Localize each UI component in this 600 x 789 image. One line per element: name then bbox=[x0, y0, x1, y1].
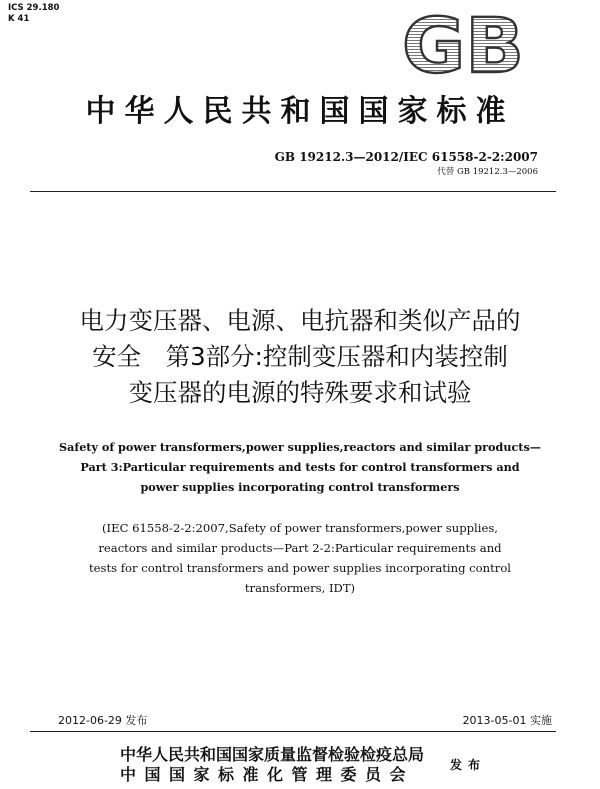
issuer-sac: 中国国家标准化管理委员会 bbox=[120, 765, 415, 784]
header-divider bbox=[30, 191, 556, 192]
english-title-line: Part 3:Particular requirements and tests for control transformers and bbox=[80, 460, 520, 474]
footer-divider bbox=[30, 731, 556, 732]
implementation-date: 2013-05-01 实施 bbox=[462, 714, 552, 727]
ics-code: ICS 29.180 bbox=[8, 3, 60, 13]
chinese-title-line: 安全 第3部分:控制变压器和内装控制 bbox=[92, 342, 508, 371]
gb-logo-text: GB bbox=[402, 12, 524, 77]
english-title bbox=[0, 437, 600, 497]
iec-reference bbox=[0, 518, 600, 598]
iec-reference-line: reactors and similar products—Part 2-2:Particular requirements and bbox=[98, 541, 502, 555]
chinese-title-line: 变压器的电源的特殊要求和试验 bbox=[128, 378, 472, 407]
english-title-line: Safety of power transformers,power supplies,reactors and similar products— bbox=[59, 440, 541, 454]
classification-codes bbox=[8, 3, 59, 25]
chinese-title bbox=[0, 303, 600, 411]
gb-logo-icon bbox=[400, 12, 526, 77]
issuer-aqsiq: 中华人民共和国国家质量监督检验检疫总局 bbox=[120, 745, 425, 764]
page-title: 中华人民共和国国家标准 bbox=[85, 94, 515, 129]
english-title-line: power supplies incorporating control transformers bbox=[140, 480, 460, 494]
iec-reference-line: tests for control transformers and power supplies incorporating control bbox=[88, 561, 512, 575]
standard-number: GB 19212.3—2012/IEC 61558-2-2:2007 bbox=[274, 150, 538, 164]
publish-label: 发布 bbox=[450, 758, 487, 772]
issuing-authorities bbox=[120, 745, 424, 785]
iec-reference-line: transformers, IDT) bbox=[244, 581, 356, 595]
ccs-code: K 41 bbox=[8, 14, 30, 24]
replaces-note: 代替 GB 19212.3—2006 bbox=[437, 167, 538, 177]
issue-date: 2012-06-29 发布 bbox=[58, 714, 148, 727]
iec-reference-line: (IEC 61558-2-2:2007,Safety of power transformers,power supplies, bbox=[102, 521, 498, 535]
chinese-title-line: 电力变压器、电源、电抗器和类似产品的 bbox=[79, 306, 521, 335]
